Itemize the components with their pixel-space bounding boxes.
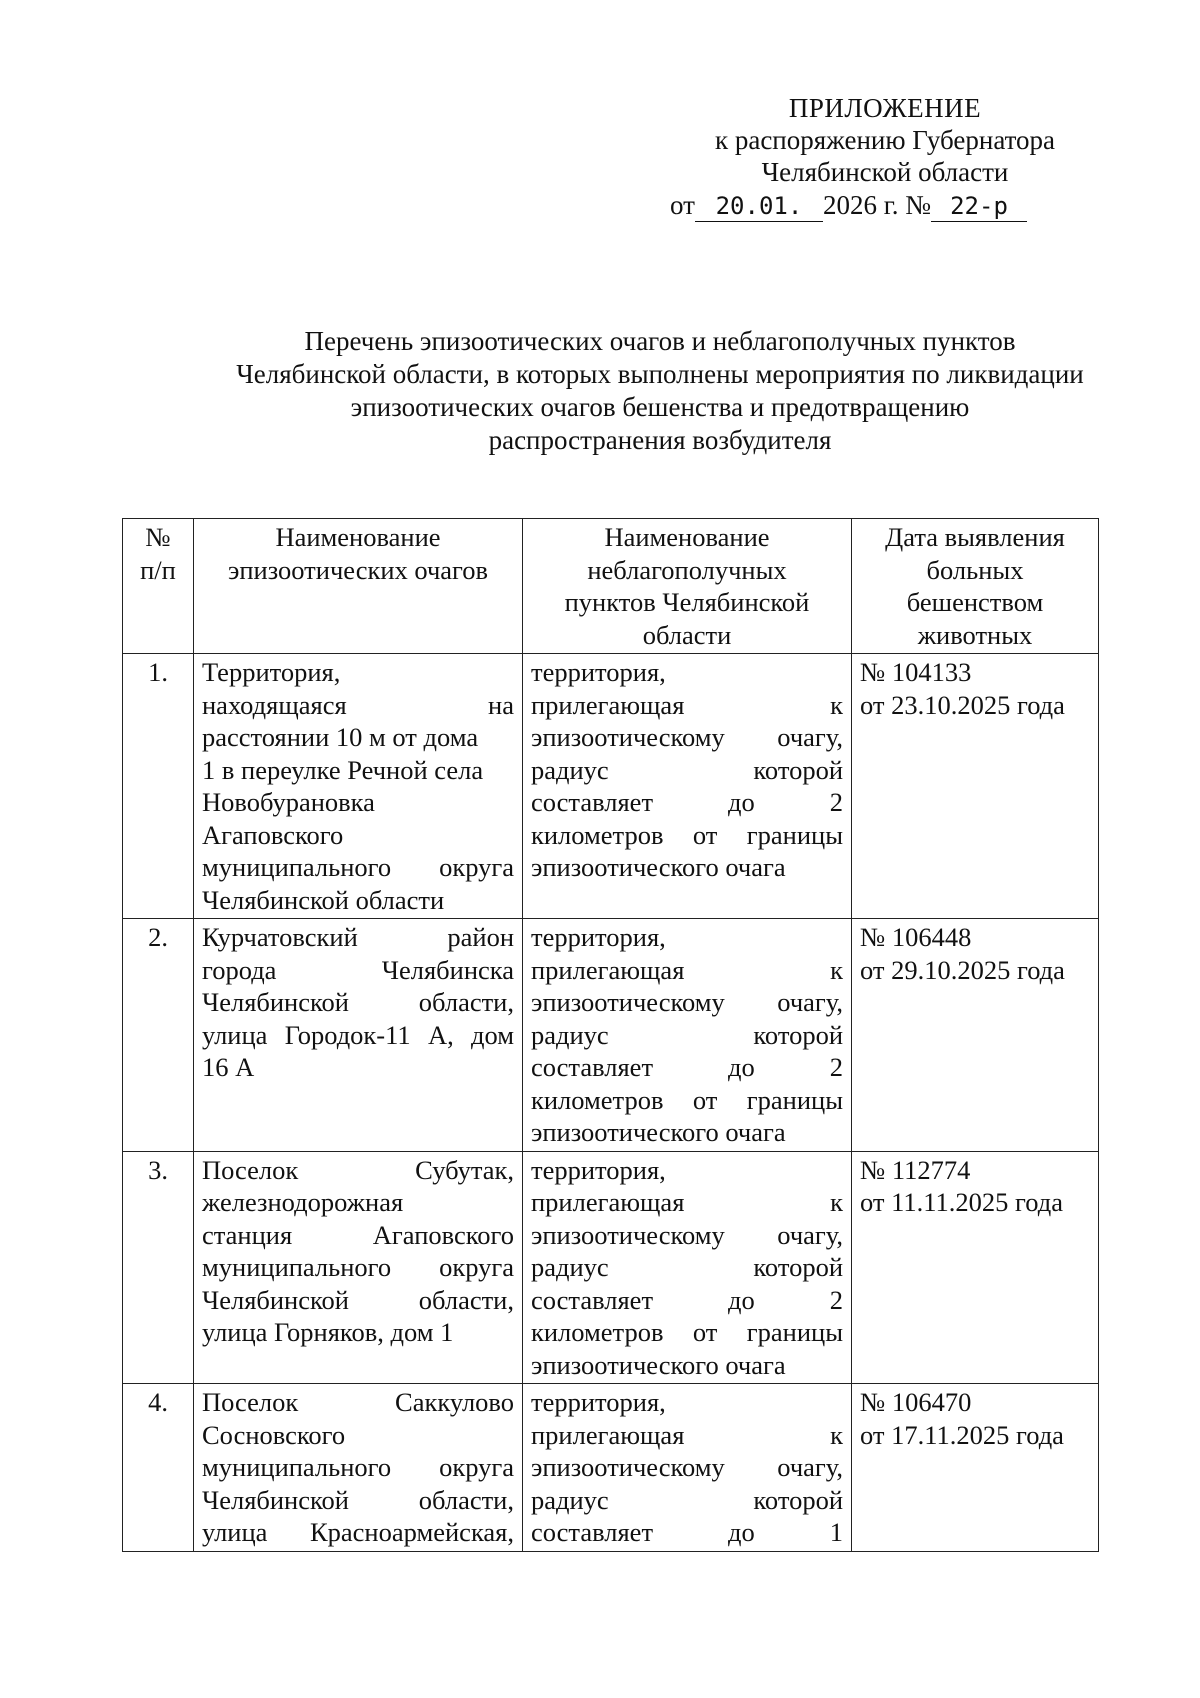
cell-line: улица Горняков, дом 1: [202, 1317, 454, 1347]
detection-date: [852, 919, 1099, 1152]
cell-line: составляет до 1: [531, 1517, 843, 1547]
appendix-line-2: Челябинской области: [761, 157, 1009, 187]
cell-line: Территория,: [202, 657, 341, 687]
cell-line: составляет до 2: [531, 787, 843, 817]
cell-line: Поселок Саккулово: [202, 1387, 514, 1417]
cell-line: №: [145, 522, 171, 552]
cell-line: составляет до 2: [531, 1284, 843, 1315]
cell-line: радиус которой: [531, 1484, 843, 1515]
cell-line: Челябинской области,: [202, 1484, 514, 1515]
cell-line: города Челябинска: [202, 954, 514, 985]
detection-date: [852, 1151, 1099, 1384]
cell-line: радиус которой: [531, 1252, 843, 1282]
foci-table: [122, 518, 1099, 1552]
cell-line: эпизоотического очага: [531, 852, 786, 882]
cell-line: эпизоотического очага: [531, 1117, 786, 1147]
cell-line: радиус которой: [531, 754, 843, 785]
detection-date: [852, 654, 1099, 919]
cell-line: километров от границы: [531, 819, 843, 850]
order-number-field: [931, 190, 1027, 222]
focus-description: [194, 654, 523, 919]
date-value-field: [695, 190, 823, 222]
cell-line: № 104133: [860, 657, 972, 687]
cell-line: муниципального округа: [202, 1252, 514, 1282]
cell-line: территория,: [531, 657, 666, 687]
cell-line: находящаяся на: [202, 689, 514, 720]
cell-line: территория,: [531, 1387, 666, 1417]
cell-line: от 11.11.2025 года: [860, 1187, 1063, 1217]
cell-line: эпизоотического очага: [531, 1349, 786, 1380]
appendix-title: ПРИЛОЖЕНИЕ: [788, 93, 982, 123]
title-line: распространения возбудителя: [488, 425, 832, 455]
cell-line: от 17.11.2025 года: [860, 1419, 1064, 1450]
area-description: [523, 1151, 852, 1384]
table-row: [123, 919, 1099, 1152]
header-area-name: [523, 519, 852, 654]
cell-line: неблагополучных: [587, 554, 787, 585]
cell-line: Поселок Субутак,: [202, 1154, 514, 1185]
cell-line: п/п: [140, 554, 176, 585]
cell-line: прилегающая к: [531, 1419, 843, 1450]
cell-line: километров от границы: [531, 1317, 843, 1347]
date-value: 20.01.: [715, 192, 803, 220]
area-description: [523, 654, 852, 919]
header-number: [123, 519, 194, 654]
table-header-row: [123, 519, 1099, 654]
cell-line: больных: [926, 554, 1024, 585]
cell-line: 16 А: [202, 1052, 255, 1082]
cell-line: животных: [917, 619, 1033, 650]
cell-line: Наименование: [604, 522, 770, 552]
cell-line: Наименование: [275, 522, 441, 552]
focus-description: [194, 1151, 523, 1384]
cell-line: эпизоотическому очагу,: [531, 722, 843, 752]
cell-line: № 106470: [860, 1387, 972, 1417]
title-line: эпизоотических очагов бешенства и предотвращению: [350, 392, 970, 422]
cell-line: эпизоотическому очагу,: [531, 1219, 843, 1250]
header-foci-name: [194, 519, 523, 654]
order-number: 22-р: [950, 192, 1008, 220]
cell-line: Агаповского: [202, 819, 344, 850]
cell-line: эпизоотических очагов: [227, 554, 489, 585]
cell-line: области: [642, 619, 732, 650]
cell-line: километров от границы: [531, 1084, 843, 1115]
cell-line: от 29.10.2025 года: [860, 954, 1065, 985]
cell-line: муниципального округа: [202, 1452, 514, 1482]
row-number: 1.: [123, 654, 194, 919]
area-description: [523, 919, 852, 1152]
title-line: Челябинской области, в которых выполнены мероприятия по ликвидации: [236, 359, 1084, 389]
table-row: [123, 1384, 1099, 1552]
cell-line: пунктов Челябинской: [564, 587, 810, 617]
cell-line: Новобурановка: [202, 787, 375, 817]
cell-line: Челябинской области: [202, 884, 445, 915]
cell-line: муниципального округа: [202, 852, 514, 882]
date-prefix: от: [670, 190, 695, 220]
row-number: 4.: [123, 1384, 194, 1552]
focus-description: [194, 1384, 523, 1552]
cell-line: прилегающая к: [531, 689, 843, 720]
cell-line: улица Городок-11 А, дом: [202, 1019, 514, 1050]
cell-line: территория,: [531, 1154, 666, 1185]
cell-line: железнодорожная: [202, 1187, 404, 1217]
cell-line: 1 в переулке Речной села: [202, 754, 484, 785]
cell-line: Сосновского: [202, 1419, 346, 1450]
focus-description: [194, 919, 523, 1152]
cell-line: расстоянии 10 м от дома: [202, 722, 479, 752]
cell-line: улица Красноармейская,: [202, 1517, 514, 1547]
cell-line: Курчатовский район: [202, 922, 514, 952]
cell-line: составляет до 2: [531, 1052, 843, 1082]
area-description: [523, 1384, 852, 1552]
title-line: Перечень эпизоотических очагов и неблагополучных пунктов: [304, 326, 1016, 356]
order-date-line: [670, 190, 1110, 224]
cell-line: № 112774: [860, 1154, 971, 1185]
cell-line: Дата выявления: [885, 522, 1065, 552]
cell-line: от 23.10.2025 года: [860, 689, 1065, 720]
document-title: [180, 325, 1140, 457]
detection-date: [852, 1384, 1099, 1552]
header-detection-date: [852, 519, 1099, 654]
cell-line: прилегающая к: [531, 954, 843, 985]
cell-line: № 106448: [860, 922, 972, 952]
cell-line: бешенством: [906, 587, 1044, 617]
row-number: 2.: [123, 919, 194, 1152]
cell-line: Челябинской области,: [202, 987, 514, 1017]
date-year: 2026 г. №: [822, 190, 931, 220]
cell-line: прилегающая к: [531, 1187, 843, 1217]
cell-line: радиус которой: [531, 1019, 843, 1050]
appendix-header: [670, 92, 1100, 188]
appendix-line-1: к распоряжению Губернатора: [714, 125, 1056, 155]
table-row: [123, 1151, 1099, 1384]
table-row: [123, 654, 1099, 919]
cell-line: эпизоотическому очагу,: [531, 1452, 843, 1482]
cell-line: Челябинской области,: [202, 1284, 514, 1315]
cell-line: территория,: [531, 922, 666, 952]
cell-line: станция Агаповского: [202, 1219, 514, 1250]
cell-line: эпизоотическому очагу,: [531, 987, 843, 1017]
row-number: 3.: [123, 1151, 194, 1384]
